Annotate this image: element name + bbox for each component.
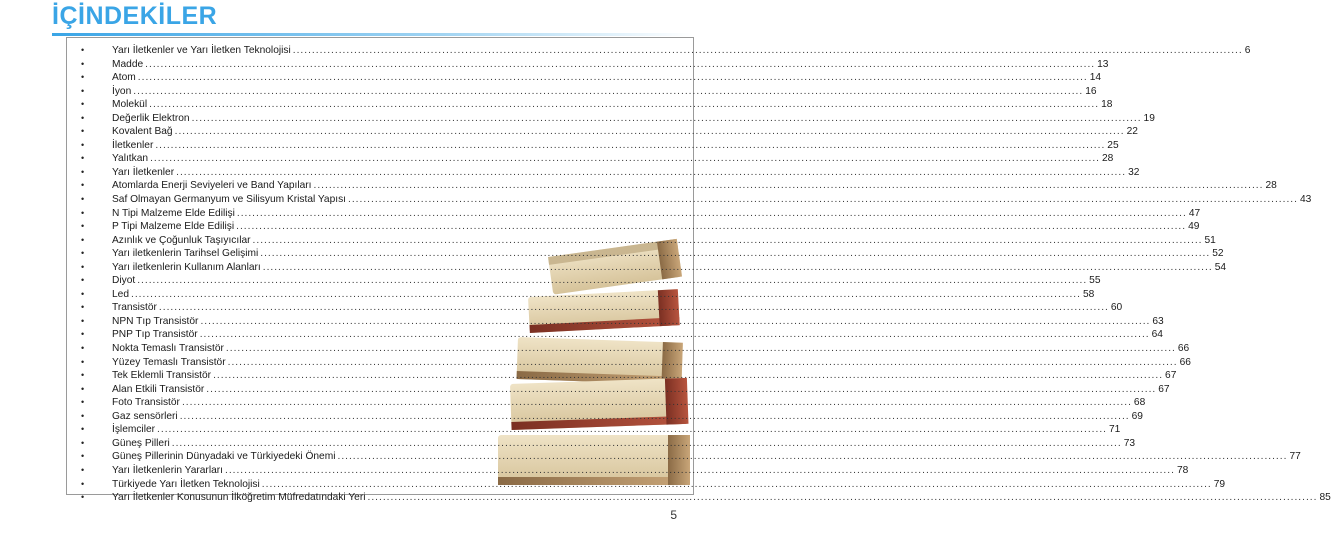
bullet-icon: • xyxy=(81,356,85,367)
dot-leader xyxy=(237,207,1187,221)
toc-entry xyxy=(81,220,1200,234)
toc-entry-page: 66 xyxy=(1179,356,1191,368)
bullet-icon: • xyxy=(81,492,85,503)
toc-entry-title: Değerlik Elektron xyxy=(112,112,190,124)
toc-entry-title: Yarı İletkenler Konusunun İlköğretim Müfredatındaki Yeri xyxy=(112,492,366,504)
toc-entry xyxy=(81,85,1097,99)
dot-leader xyxy=(133,85,1083,99)
toc-entry xyxy=(81,328,1163,342)
dot-leader xyxy=(226,342,1176,356)
bullet-icon: • xyxy=(81,166,85,177)
dot-leader xyxy=(348,193,1298,207)
dot-leader xyxy=(314,179,1264,193)
dot-leader xyxy=(159,301,1109,315)
toc-entry xyxy=(81,301,1123,315)
toc-entry xyxy=(81,315,1164,329)
toc-entry xyxy=(81,464,1189,478)
toc-entry-title: Yarı İletkenler ve Yarı İletken Teknolojisi xyxy=(112,45,291,56)
bullet-icon: • xyxy=(81,329,85,340)
toc-entry-page: 64 xyxy=(1151,329,1163,341)
bullet-icon: • xyxy=(81,194,85,205)
dot-leader xyxy=(175,125,1125,139)
toc-entry-title: Foto Transistör xyxy=(112,397,180,409)
bullet-icon: • xyxy=(81,139,85,150)
toc-entry-page: 85 xyxy=(1319,492,1331,504)
bullet-icon: • xyxy=(81,383,85,394)
toc-entry-page: 51 xyxy=(1204,234,1216,246)
dot-leader xyxy=(138,71,1088,85)
toc-entry-page: 14 xyxy=(1089,72,1102,84)
dot-leader xyxy=(131,288,1081,302)
bullet-icon: • xyxy=(81,234,85,245)
toc-entry xyxy=(81,112,1155,126)
bullet-icon: • xyxy=(81,58,85,69)
toc-entry-page: 67 xyxy=(1158,383,1170,395)
dot-leader xyxy=(236,220,1186,234)
toc-entry-title: İşlemciler xyxy=(112,424,156,436)
toc-entry xyxy=(81,261,1227,275)
toc-entry xyxy=(81,478,1226,492)
toc-entry-page: 79 xyxy=(1213,478,1226,490)
bullet-icon: • xyxy=(81,45,85,55)
page-number: 5 xyxy=(670,508,677,522)
dot-leader xyxy=(200,315,1150,329)
toc-entry xyxy=(81,152,1114,166)
dot-leader xyxy=(263,261,1213,275)
toc-entry-title: Güneş Pillerinin Dünyadaki ve Türkiyedeki Önemi xyxy=(112,451,336,463)
toc-entry-title: Yarı İletkenler xyxy=(112,166,175,178)
bullet-icon: • xyxy=(81,302,85,313)
toc-entry xyxy=(81,58,1109,72)
toc-entry-page: 28 xyxy=(1102,153,1114,165)
toc-entry-title: Led xyxy=(112,288,129,300)
bullet-icon: • xyxy=(81,288,85,299)
dot-leader xyxy=(228,356,1178,370)
bullet-icon: • xyxy=(81,248,85,259)
toc-entry xyxy=(81,274,1101,288)
toc-entry-title: Yüzey Temaslı Transistör xyxy=(112,356,226,368)
bullet-icon: • xyxy=(81,451,85,462)
toc-entry xyxy=(81,166,1140,180)
title-underline xyxy=(52,33,692,36)
bullet-icon: • xyxy=(81,99,85,110)
toc-frame xyxy=(66,37,1331,504)
toc-entry xyxy=(81,437,1136,451)
page-title: İÇİNDEKİLER xyxy=(52,2,218,30)
toc-entry-title: Türkiyede Yarı İletken Teknolojisi xyxy=(112,478,260,490)
dot-leader xyxy=(293,44,1243,58)
bullet-icon: • xyxy=(81,153,85,164)
toc-entry-title: Nokta Temaslı Transistör xyxy=(112,343,224,355)
dot-leader xyxy=(368,491,1318,505)
toc-entry xyxy=(81,98,1113,112)
toc-entry-page: 73 xyxy=(1123,437,1136,449)
toc-entry-title: Alan Etkili Transistör xyxy=(112,383,205,395)
toc-entry xyxy=(81,423,1121,437)
toc-entry xyxy=(81,139,1119,153)
bullet-icon: • xyxy=(81,207,85,218)
dot-leader xyxy=(150,152,1100,166)
bullet-icon: • xyxy=(81,221,85,232)
bullet-icon: • xyxy=(81,424,85,435)
toc-entry-page: 67 xyxy=(1165,370,1177,382)
toc-entry xyxy=(81,125,1138,139)
bullet-icon: • xyxy=(81,478,85,489)
bullet-icon: • xyxy=(81,464,85,475)
bullet-icon: • xyxy=(81,437,85,448)
toc-entry-title: P Tipi Malzeme Elde Edilişi xyxy=(112,221,235,233)
toc-entry-page: 43 xyxy=(1299,194,1312,206)
dot-leader xyxy=(200,328,1150,342)
dot-leader xyxy=(172,437,1122,451)
toc-entry xyxy=(81,207,1201,221)
toc-entry-title: N Tipi Malzeme Elde Edilişi xyxy=(112,207,235,219)
bullet-icon: • xyxy=(81,72,85,83)
toc-entry-page: 32 xyxy=(1128,166,1140,178)
toc-entry-title: PNP Tıp Transistör xyxy=(112,329,198,341)
dot-leader xyxy=(180,410,1130,424)
toc-entry-page: 6 xyxy=(1244,45,1251,56)
dot-leader xyxy=(145,58,1095,72)
toc-entry-page: 63 xyxy=(1152,315,1164,327)
bullet-icon: • xyxy=(81,261,85,272)
toc-entry-page: 28 xyxy=(1265,180,1277,192)
toc-entry-title: Yarı İletkenlerin Yararları xyxy=(112,464,223,476)
toc-entry-title: Atom xyxy=(112,72,136,84)
bullet-icon: • xyxy=(81,315,85,326)
dot-leader xyxy=(253,234,1203,248)
toc-entry-title: Transistör xyxy=(112,302,157,314)
bullet-icon: • xyxy=(81,180,85,191)
dot-leader xyxy=(137,274,1087,288)
toc-entry xyxy=(81,450,1301,464)
toc-entry xyxy=(81,193,1312,207)
toc-entry-page: 69 xyxy=(1131,410,1143,422)
toc-entry-page: 68 xyxy=(1133,397,1146,409)
toc-entry-page: 49 xyxy=(1188,221,1200,233)
toc-entry-title: Madde xyxy=(112,58,144,70)
bullet-icon: • xyxy=(81,112,85,123)
toc-entry-title: İyon xyxy=(112,85,132,97)
dot-leader xyxy=(206,383,1156,397)
dot-leader xyxy=(337,450,1287,464)
toc-entry-page: 22 xyxy=(1126,126,1138,138)
bullet-icon: • xyxy=(81,126,85,137)
dot-leader xyxy=(149,98,1099,112)
bullet-icon: • xyxy=(81,410,85,421)
toc-entry-title: Yarı iletkenlerin Tarihsel Gelişimi xyxy=(112,248,259,260)
toc-entry-page: 19 xyxy=(1143,112,1155,124)
toc-entry-title: İletkenler xyxy=(112,139,154,151)
toc-entry xyxy=(81,356,1191,370)
toc-entry-title: Azınlık ve Çoğunluk Taşıyıcılar xyxy=(112,234,251,246)
toc-entry-page: 58 xyxy=(1082,288,1095,300)
toc-entry-page: 78 xyxy=(1176,464,1189,476)
toc-entry-page: 18 xyxy=(1101,99,1113,111)
toc-entry xyxy=(81,247,1224,261)
dot-leader xyxy=(155,139,1105,153)
toc-entry xyxy=(81,288,1095,302)
toc-entry-page: 55 xyxy=(1089,275,1101,287)
dot-leader xyxy=(182,396,1132,410)
toc-entry-page: 25 xyxy=(1107,139,1119,151)
toc-entry-page: 47 xyxy=(1188,207,1201,219)
bullet-icon: • xyxy=(81,343,85,354)
toc-entry xyxy=(81,369,1177,383)
bullet-icon: • xyxy=(81,85,85,96)
toc-entry-title: Kovalent Bağ xyxy=(112,126,173,138)
toc-entry xyxy=(81,410,1143,424)
toc-entry-page: 13 xyxy=(1097,58,1109,70)
toc-entry-title: Tek Eklemli Transistör xyxy=(112,370,212,382)
toc-entry xyxy=(81,342,1190,356)
toc-entry xyxy=(81,44,1251,58)
toc-entry-page: 77 xyxy=(1289,451,1301,463)
toc-entry-page: 52 xyxy=(1212,248,1224,260)
toc-entry-page: 16 xyxy=(1085,85,1097,97)
toc-entry xyxy=(81,179,1277,193)
dot-leader xyxy=(176,166,1126,180)
dot-leader xyxy=(262,478,1212,492)
toc-entry-title: Yalıtkan xyxy=(112,153,149,165)
toc-entry xyxy=(81,71,1102,85)
toc-entry-page: 71 xyxy=(1108,424,1121,436)
toc-entry-title: Atomlarda Enerji Seviyeleri ve Band Yapıları xyxy=(112,180,312,192)
toc-entry-title: Yarı iletkenlerin Kullanım Alanları xyxy=(112,261,261,273)
bullet-icon: • xyxy=(81,275,85,286)
toc-entry-title: Molekül xyxy=(112,99,148,111)
bullet-icon: • xyxy=(81,397,85,408)
toc-entry-title: Diyot xyxy=(112,275,136,287)
bullet-icon: • xyxy=(81,370,85,381)
dot-leader xyxy=(157,423,1107,437)
toc-entry-page: 66 xyxy=(1177,343,1190,355)
dot-leader xyxy=(260,247,1210,261)
dot-leader xyxy=(213,369,1163,383)
toc-list xyxy=(81,44,1331,505)
toc-entry-title: Gaz sensörleri xyxy=(112,410,178,422)
toc-entry xyxy=(81,383,1170,397)
toc-entry xyxy=(81,234,1216,248)
dot-leader xyxy=(225,464,1175,478)
dot-leader xyxy=(192,112,1142,126)
toc-entry-title: Saf Olmayan Germanyum ve Silisyum Kristal Yapısı xyxy=(112,194,347,206)
toc-entry-page: 60 xyxy=(1110,302,1123,314)
toc-entry-page: 54 xyxy=(1214,261,1227,273)
toc-entry xyxy=(81,491,1331,505)
toc-entry xyxy=(81,396,1146,410)
toc-entry-title: NPN Tıp Transistör xyxy=(112,315,199,327)
toc-entry-title: Güneş Pilleri xyxy=(112,437,170,449)
